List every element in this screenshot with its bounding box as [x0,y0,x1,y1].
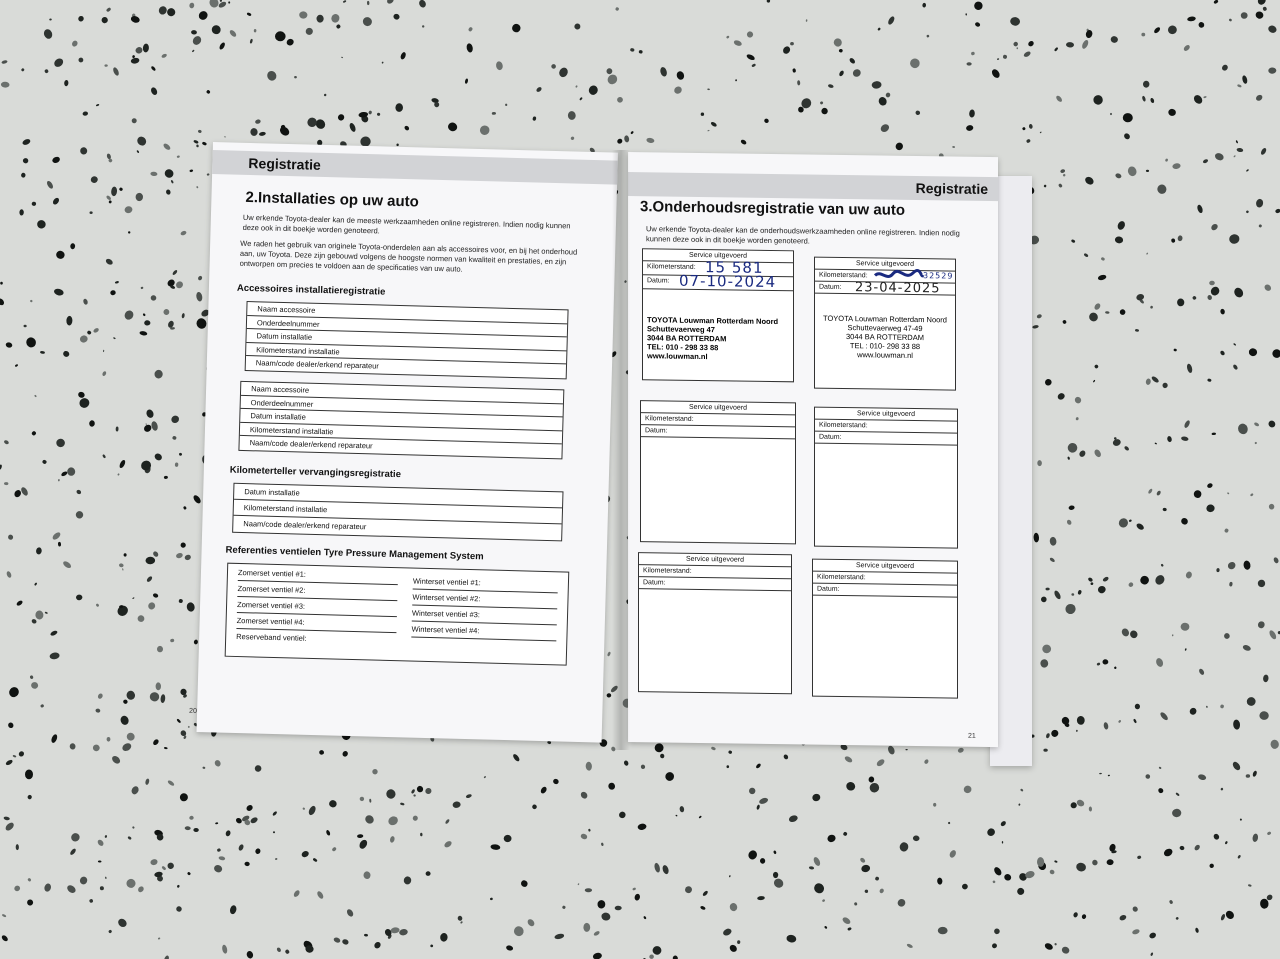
date-label: Datum: [647,277,670,285]
stamp-line: TOYOTA Louwman Rotterdam Noord [823,313,947,325]
accessory-field: Datum installatie [240,409,562,431]
left-page-title: 2.Installaties op uw auto [245,188,420,211]
right-intro: Uw erkende Toyota-dealer kan de onderhoudswerkzaamheden online registreren. Indien nodig kunnen deze ook in dit boekje worden genoteerd. [646,224,960,246]
accessories-heading: Accessoires installatieregistratie [236,282,386,298]
stamp-line: 3044 BA ROTTERDAM [647,333,727,344]
km-label: Kilometerstand: [819,271,868,280]
tpms-summer-3: Zomerset ventiel #3: [237,598,397,617]
service-box-3 [640,400,796,544]
accessory-field: Kilometerstand installatie [246,343,566,365]
km-label: Kilometerstand: [817,573,866,582]
service-box-header: Service uitgevoerd [815,258,955,272]
tpms-spare: Reserveband ventiel: [236,631,307,643]
stamp-line: TOYOTA Louwman Rotterdam Noord [647,315,779,327]
service-box-6 [812,559,958,699]
handwritten-date: 23-04-2025 [855,280,941,297]
service-box-header: Service uitgevoerd [815,408,957,422]
tpms-winter-4: Winterset ventiel #4: [411,623,556,642]
left-page [188,142,618,743]
right-page-number: 21 [968,732,976,740]
stamp-line: Schuttevaerweg 47-49 [847,323,923,334]
date-label: Datum: [819,283,842,291]
service-box-1 [642,248,794,382]
left-intro-1: Uw erkende Toyota-dealer kan de meeste werkzaamheden online registreren. Indien nodig kunnen deze ook in dit boekje worden genoteerd. [242,212,571,236]
tpms-summer-2: Zomerset ventiel #2: [237,582,397,601]
handwritten-date: 07-10-2024 [679,271,777,292]
km-label: Kilometerstand: [645,415,694,423]
date-label: Datum: [817,585,840,593]
left-page-number: 20 [188,707,197,715]
right-header-bar: Registratie [628,172,998,201]
accessory-field: Naam accessoire [241,382,563,404]
left-intro-2: We raden het gebruik van originele Toyota-onderdelen aan als accessoires voor, en bij het onderhoud aan, uw Toyota. Deze zijn gebouwd volgens de hoogste normen van kwaliteit en prestaties, en zijn ontworpen om precies te voldoen aan de specificaties van uw auto. [239,238,578,274]
date-line [815,432,957,446]
service-box-2 [814,257,956,391]
odometer-field: Kilometerstand installatie [234,500,562,525]
odometer-field: Naam/code dealer/erkend reparateur [243,519,367,532]
service-box-header: Service uitgevoerd [641,401,795,415]
tpms-winter-3: Winterset ventiel #3: [412,607,557,626]
odometer-table [232,483,563,542]
handwritten-km: 15 581 [705,258,764,277]
left-header-bar: Registratie [212,150,618,185]
accessory-field: Onderdeelnummer [241,395,563,417]
accessory-field: Datum installatie [246,329,566,351]
km-label: Kilometerstand: [647,263,696,271]
accessory-table-1 [245,301,569,379]
service-box-header: Service uitgevoerd [643,249,793,263]
dealer-stamp [815,314,955,361]
dealer-stamp [647,315,778,362]
stamp-line: TEL: 010 - 298 33 88 [647,342,719,353]
date-label: Datum: [645,427,668,435]
accessory-field: Naam/code dealer/erkend reparateur [255,358,379,371]
handwritten-km: 32529 [923,271,954,281]
date-label: Datum: [819,433,842,441]
date-line [641,425,795,439]
accessory-field: Naam/code dealer/erkend reparateur [249,438,373,451]
tpms-winter-2: Winterset ventiel #2: [412,591,557,610]
accessory-field: Onderdeelnummer [247,316,567,338]
tpms-table [225,563,570,666]
stamp-line: TEL : 010- 298 33 88 [849,341,921,352]
date-line [813,584,957,598]
right-page [628,152,998,747]
stamp-line: Schuttevaerweg 47 [647,324,715,335]
date-line [639,577,791,591]
tpms-summer-4: Zomerset ventiel #4: [236,614,396,633]
odometer-heading: Kilometerteller vervangingsregistratie [229,464,402,481]
accessory-field: Naam accessoire [247,302,567,324]
right-page-title: 3.Onderhoudsregistratie van uw auto [640,198,906,219]
km-label: Kilometerstand: [643,567,692,575]
accessory-field: Kilometerstand installatie [240,422,562,444]
service-box-header: Service uitgevoerd [813,560,957,574]
date-label: Datum: [643,579,666,587]
km-label: Kilometerstand: [819,421,868,430]
book-spine-shadow [612,150,630,750]
stamp-line: www.louwman.nl [647,351,708,362]
stamp-line: 3044 BA ROTTERDAM [846,332,924,343]
tpms-winter-1: Winterset ventiel #1: [413,575,558,594]
service-box-5 [638,552,792,694]
odometer-field: Datum installatie [234,484,562,509]
accessory-table-2 [238,381,564,459]
stamp-line: www.louwman.nl [857,350,913,360]
service-box-header: Service uitgevoerd [639,553,791,567]
service-box-4 [814,407,958,549]
tpms-heading: Referenties ventielen Tyre Pressure Management System [225,544,484,563]
tpms-summer-1: Zomerset ventiel #1: [238,566,398,585]
